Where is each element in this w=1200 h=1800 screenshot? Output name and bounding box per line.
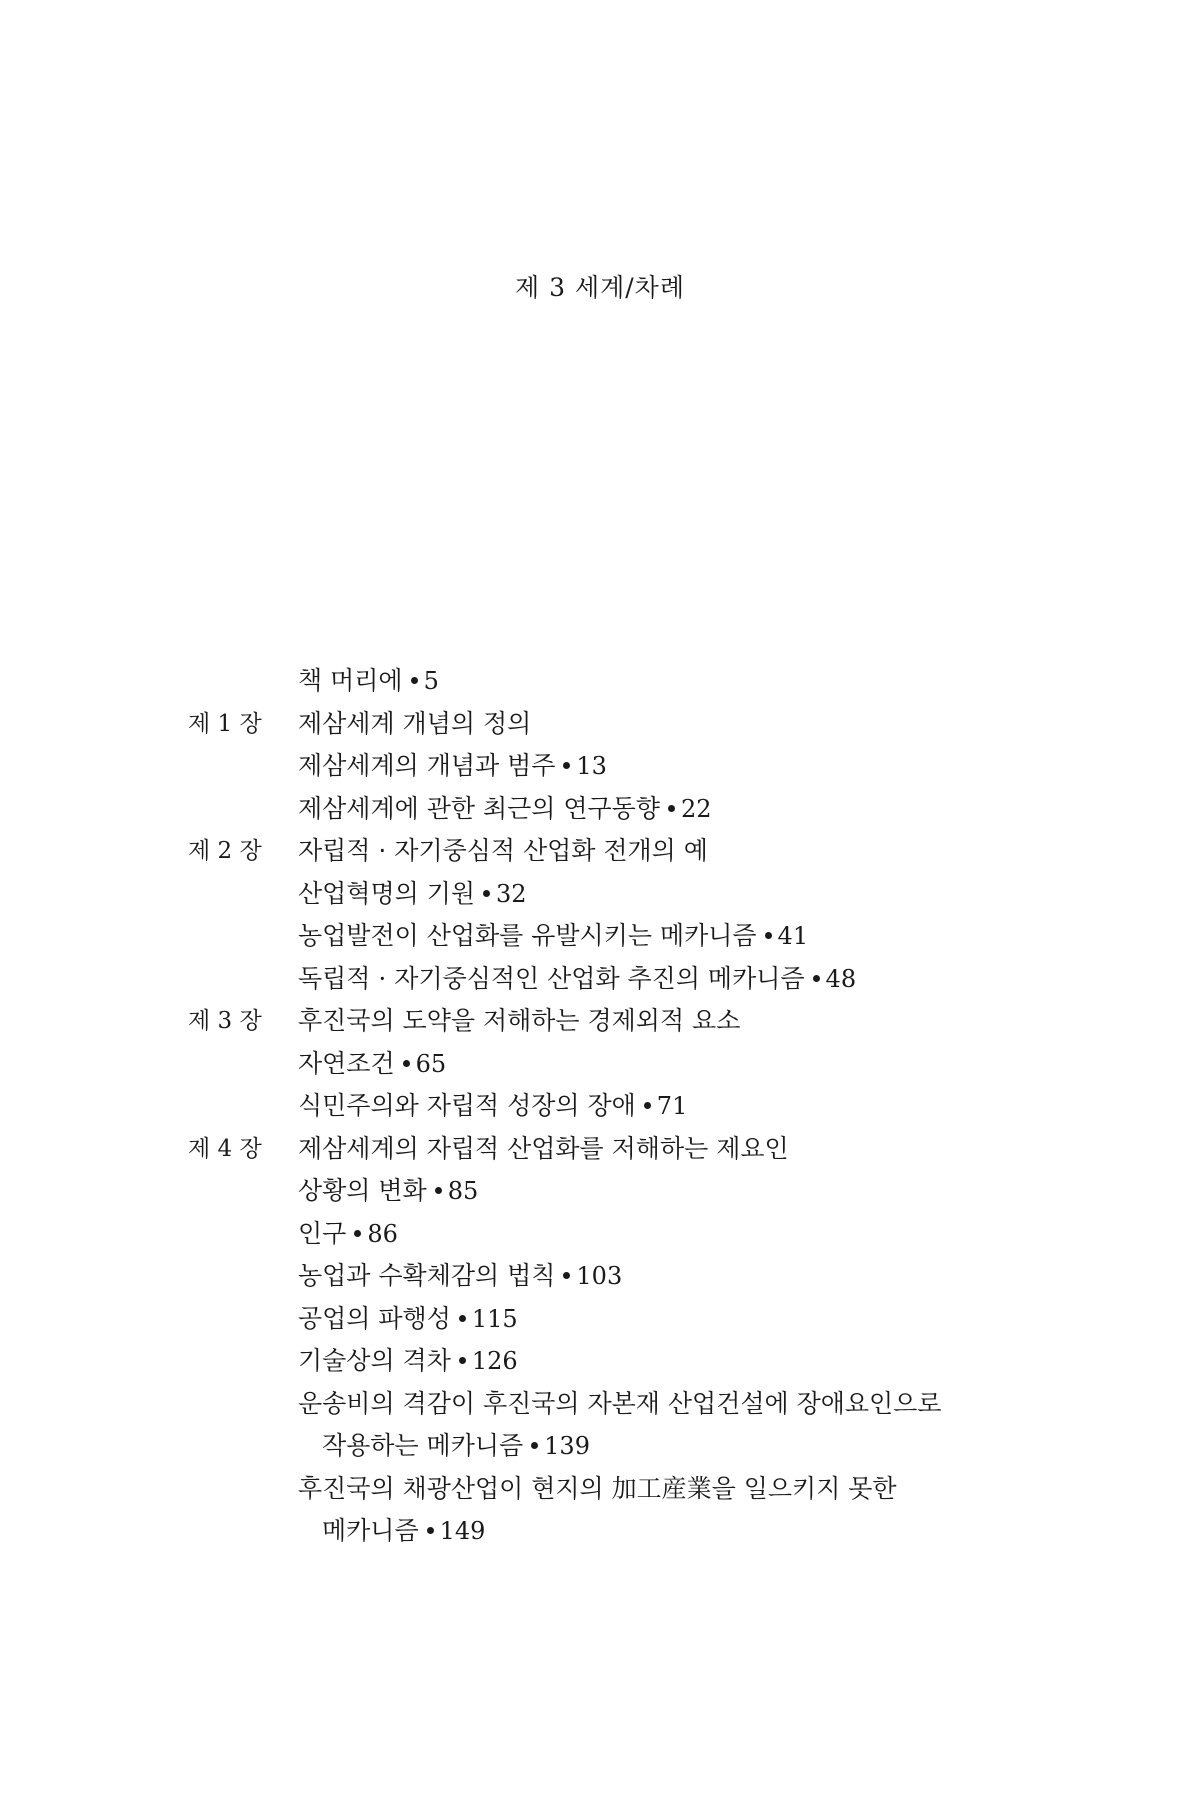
toc-section-row	[0, 745, 1200, 788]
toc-section: 식민주의와 자립적 성장의 장애 71	[298, 1091, 688, 1120]
toc-section: 독립적 · 자기중심적인 산업화 추진의 메카니즘 48	[298, 963, 857, 993]
toc-section-row	[0, 1213, 1200, 1256]
toc-section: 인구 86	[298, 1218, 398, 1248]
chapter-number: 제 1 장	[188, 710, 262, 737]
toc-section: 기술상의 격차 126	[298, 1346, 518, 1375]
bullet-dot-icon	[411, 677, 418, 684]
bullet-dot-icon	[483, 890, 490, 897]
toc-section-row	[0, 788, 1200, 831]
toc-section-row	[0, 1085, 1200, 1128]
bullet-dot-icon	[644, 1102, 651, 1109]
page-number: 86	[367, 1219, 398, 1248]
bullet-dot-icon	[435, 1187, 442, 1194]
toc-section: 상황의 변화 85	[298, 1176, 479, 1205]
toc-section-row	[0, 1043, 1200, 1086]
page-number: 41	[777, 922, 809, 950]
toc-section-row	[0, 1383, 1200, 1426]
chapter-title: 자립적 · 자기중심적 산업화 전개의 예	[298, 836, 708, 865]
toc-section: 제삼세계의 개념과 범주 13	[298, 751, 607, 780]
toc-section-row	[0, 1468, 1200, 1511]
toc-chapter-row	[0, 703, 1200, 746]
bullet-dot-icon	[813, 975, 820, 982]
toc-section: 산업혁명의 기원 32	[298, 878, 527, 908]
toc-section: 자연조건 65	[298, 1048, 447, 1078]
toc-section-row	[0, 1340, 1200, 1383]
toc-section: 농업발전이 산업화를 유발시키는 메카니즘 41	[298, 921, 809, 950]
toc-chapter-row	[0, 1000, 1200, 1043]
bullet-dot-icon	[403, 1060, 410, 1067]
page-number: 65	[415, 1049, 447, 1078]
toc-section-continuation-row	[0, 1425, 1200, 1468]
toc-section-row	[0, 1255, 1200, 1298]
chapter-title: 제삼세계 개념의 정의	[298, 708, 532, 738]
toc-section-row	[0, 873, 1200, 916]
bullet-dot-icon	[459, 1315, 466, 1322]
bullet-dot-icon	[563, 762, 570, 769]
toc-chapter-row	[0, 830, 1200, 873]
chapter-title: 제삼세계의 자립적 산업화를 저해하는 제요인	[298, 1133, 789, 1163]
toc-section: 농업과 수확체감의 법칙 103	[298, 1261, 623, 1290]
page-number: 71	[656, 1092, 688, 1120]
chapter-title: 후진국의 도약을 저해하는 경제외적 요소	[298, 1006, 741, 1035]
bullet-dot-icon	[459, 1357, 466, 1364]
chapter-number: 제 3 장	[188, 1008, 262, 1034]
page-number: 115	[471, 1304, 518, 1333]
toc-section-row	[0, 915, 1200, 958]
toc-section: 후진국의 채광산업이 현지의 加工産業을 일으키지 못한	[298, 1473, 897, 1503]
chapter-number: 제 2 장	[188, 838, 262, 864]
page-number: 149	[439, 1517, 486, 1545]
toc-section-continuation: 작용하는 메카니즘 139	[322, 1431, 590, 1460]
bullet-dot-icon	[765, 932, 772, 939]
toc-section-row	[0, 660, 1200, 703]
chapter-number: 제 4 장	[188, 1135, 262, 1162]
page-number: 22	[680, 794, 712, 823]
bullet-dot-icon	[427, 1527, 434, 1534]
page-number: 48	[825, 964, 857, 993]
bullet-dot-icon	[354, 1230, 361, 1237]
toc-section-continuation-row	[0, 1510, 1200, 1553]
page-number: 13	[576, 752, 607, 780]
toc-section: 제삼세계에 관한 최근의 연구동향 22	[298, 793, 712, 823]
bullet-dot-icon	[563, 1272, 570, 1279]
bullet-dot-icon	[668, 805, 675, 812]
page-number: 126	[471, 1347, 518, 1375]
toc-section: 공업의 파행성 115	[298, 1303, 518, 1333]
page-number: 5	[423, 667, 439, 695]
page-number: 103	[576, 1262, 623, 1290]
toc-chapter-row	[0, 1128, 1200, 1171]
toc-section-row	[0, 1170, 1200, 1213]
toc-section: 운송비의 격감이 후진국의 자본재 산업건설에 장애요인으로	[298, 1388, 942, 1418]
table-of-contents	[0, 660, 1200, 1553]
page-number: 139	[544, 1432, 590, 1460]
toc-section: 책 머리에 5	[298, 666, 439, 695]
toc-section-continuation: 메카니즘 149	[322, 1516, 486, 1545]
page-number: 32	[496, 879, 527, 908]
page-number: 85	[447, 1177, 479, 1205]
toc-section-row	[0, 958, 1200, 1001]
page-title: 제 3 세계/차례	[515, 273, 685, 302]
bullet-dot-icon	[531, 1442, 538, 1449]
toc-section-row	[0, 1298, 1200, 1341]
